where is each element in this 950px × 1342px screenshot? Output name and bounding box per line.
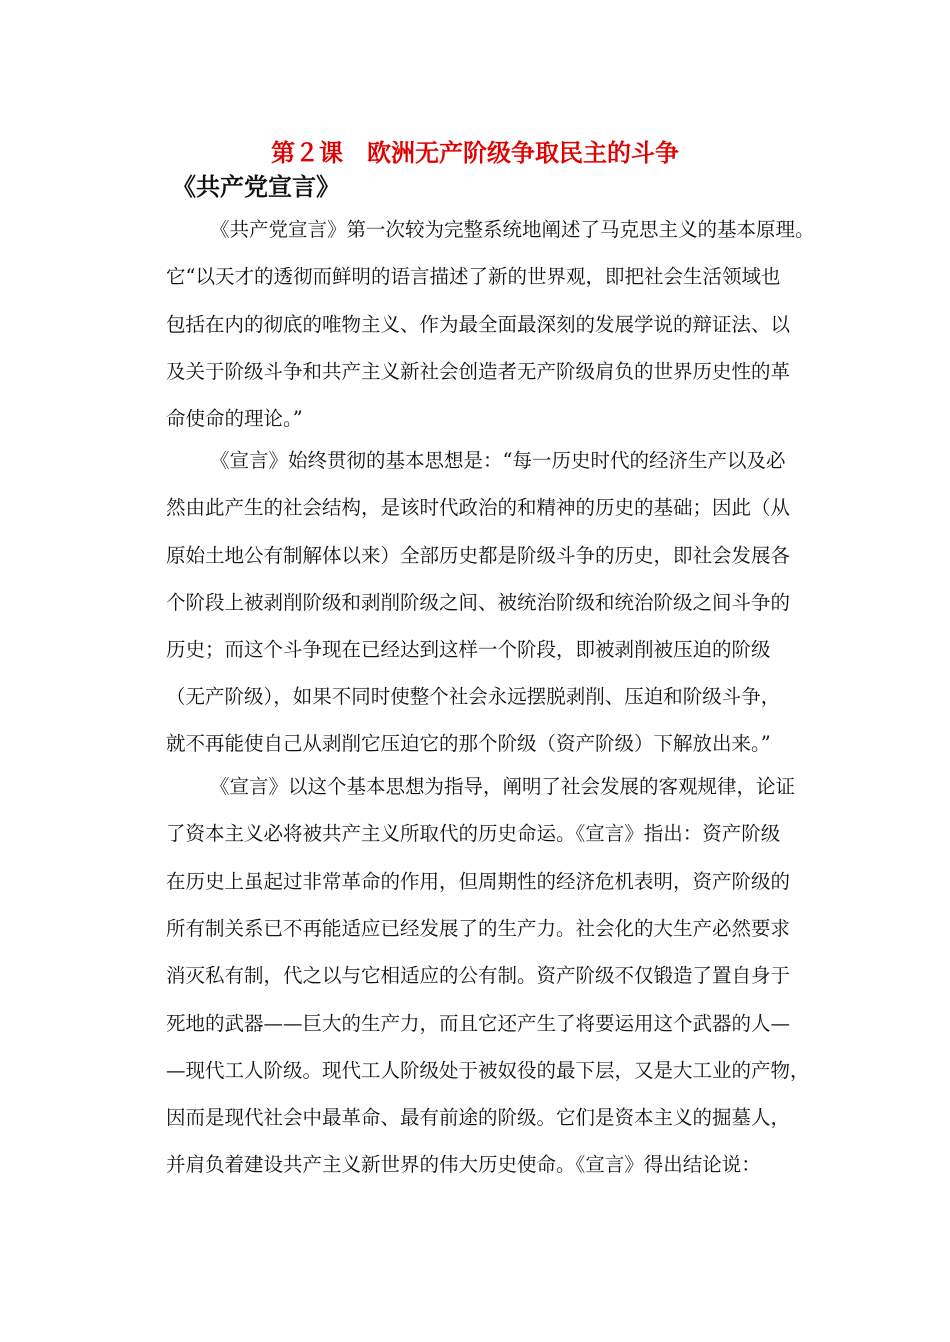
section-heading: 《共产党宣言》 xyxy=(172,173,340,201)
text-line: —现代工人阶级。现代工人阶级处于被奴役的最下层，又是大工业的产物， xyxy=(166,1059,810,1082)
text-line: 《共产党宣言》第一次较为完整系统地阐述了马克思主义的基本原理。 xyxy=(210,218,815,241)
text-line: 就不再能使自己从剥削它压迫它的那个阶级（资产阶级）下解放出来。” xyxy=(166,732,771,755)
text-line: 了资本主义必将被共产主义所取代的历史命运。《宣言》指出：资产阶级 xyxy=(166,822,781,845)
text-line: 然由此产生的社会结构，是该时代政治的和精神的历史的基础；因此（从 xyxy=(166,496,791,519)
text-line: 在历史上虽起过非常革命的作用，但周期性的经济危机表明，资产阶级的 xyxy=(166,870,791,893)
text-line: 原始土地公有制解体以来）全部历史都是阶级斗争的历史，即社会发展各 xyxy=(166,544,791,567)
text-line: 命使命的理论。” xyxy=(166,407,303,430)
text-line: 所有制关系已不再能适应已经发展了的生产力。社会化的大生产必然要求 xyxy=(166,917,791,940)
text-line: 及关于阶级斗争和共产主义新社会创造者无产阶级肩负的世界历史性的革 xyxy=(166,360,791,383)
text-line: 它“以天才的透彻而鲜明的语言描述了新的世界观，即把社会生活领域也 xyxy=(166,265,781,288)
text-line: 消灭私有制，代之以与它相适应的公有制。资产阶级不仅锻造了置自身于 xyxy=(166,964,791,987)
text-line: 历史；而这个斗争现在已经达到这样一个阶段，即被剥削被压迫的阶级 xyxy=(166,638,771,661)
text-line: 包括在内的彻底的唯物主义、作为最全面最深刻的发展学说的辩证法、以 xyxy=(166,313,791,336)
text-line: 个阶段上被剥削阶级和剥削阶级之间、被统治阶级和统治阶级之间斗争的 xyxy=(166,591,791,614)
text-line: 《宣言》以这个基本思想为指导，阐明了社会发展的客观规律，论证 xyxy=(210,775,796,798)
text-line: 《宣言》始终贯彻的基本思想是：“每一历史时代的经济生产以及必 xyxy=(210,449,786,472)
text-line: 并肩负着建设共产主义新世界的伟大历史使命。《宣言》得出结论说： xyxy=(166,1153,761,1176)
text-line: 死地的武器——巨大的生产力，而且它还产生了将要运用这个武器的人— xyxy=(166,1012,791,1035)
text-line: 因而是现代社会中最革命、最有前途的阶级。它们是资本主义的掘墓人， xyxy=(166,1106,791,1129)
text-line: （无产阶级），如果不同时使整个社会永远摆脱剥削、压迫和阶级斗争， xyxy=(166,685,781,708)
page-title: 第２课 欧洲无产阶级争取民主的斗争 xyxy=(271,139,679,167)
